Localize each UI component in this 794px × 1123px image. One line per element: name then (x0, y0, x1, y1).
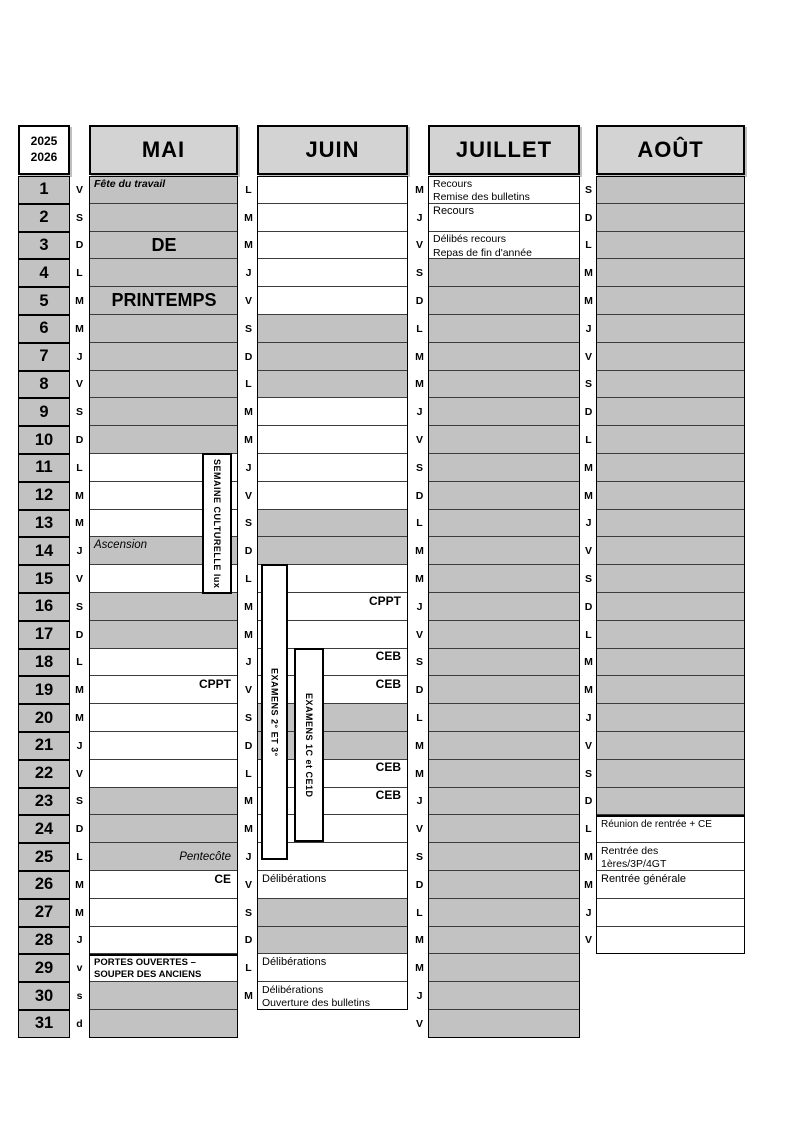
event-text: Ascension (94, 538, 148, 551)
day-cell (428, 815, 580, 843)
day-letter: V (415, 823, 423, 836)
day-letter: V (584, 350, 592, 363)
day-cell (257, 315, 408, 343)
day-letter: M (415, 545, 424, 558)
day-cell (89, 843, 238, 871)
day-letter: M (415, 350, 424, 363)
day-cell (596, 371, 745, 399)
day-letter: J (245, 656, 252, 669)
day-cell (89, 927, 238, 955)
day-number: 24 (18, 815, 70, 843)
day-number: 7 (18, 343, 70, 371)
day-cell (257, 204, 408, 232)
day-number: 28 (18, 927, 70, 955)
day-cell (89, 593, 238, 621)
day-cell (596, 815, 745, 843)
day-cell (428, 343, 580, 371)
day-letter: D (75, 823, 84, 836)
day-cell (428, 287, 580, 315)
day-cell (257, 232, 408, 260)
day-cell (428, 232, 580, 260)
day-letter: S (244, 322, 252, 335)
day-letter: V (75, 767, 83, 780)
day-letter: S (415, 656, 423, 669)
day-letter: V (415, 434, 423, 447)
day-letter: M (75, 906, 84, 919)
day-number: 6 (18, 315, 70, 343)
day-letter: d (76, 1017, 83, 1030)
day-letter: M (415, 962, 424, 975)
day-letter: D (584, 406, 593, 419)
day-cell (89, 204, 238, 232)
day-letter: M (244, 628, 253, 641)
day-number: 22 (18, 760, 70, 788)
day-letter: S (244, 712, 252, 725)
day-cell (257, 343, 408, 371)
day-letter: V (584, 934, 592, 947)
day-cell (428, 398, 580, 426)
day-letter: S (584, 573, 592, 586)
day-letter: M (75, 322, 84, 335)
day-number: 1 (18, 176, 70, 204)
overlay-label: SEMAINE CULTURELLE lux (212, 458, 222, 589)
day-letter: S (244, 906, 252, 919)
day-number: 14 (18, 537, 70, 565)
day-letter: D (584, 795, 593, 808)
event-text: Pentecôte (179, 850, 231, 863)
day-cell (89, 176, 238, 204)
year-box (18, 125, 70, 175)
day-letter: V (244, 489, 252, 502)
day-letter: L (76, 851, 83, 864)
day-letter: S (75, 600, 83, 613)
day-cell (428, 426, 580, 454)
event-text: Ouverture des bulletins (262, 997, 370, 1010)
day-letter: v (76, 962, 83, 975)
day-letter: S (75, 795, 83, 808)
day-cell (596, 788, 745, 816)
day-letter: V (75, 183, 83, 196)
day-cell (257, 454, 408, 482)
month-header-mai: MAI (89, 125, 238, 175)
day-letter: M (584, 684, 593, 697)
day-letter: L (585, 434, 592, 447)
day-letter: M (244, 600, 253, 613)
day-letter: S (244, 517, 252, 530)
event-text: Délibés recours (433, 233, 506, 246)
day-cell (596, 676, 745, 704)
day-cell (428, 649, 580, 677)
day-cell (89, 676, 238, 704)
day-cell (89, 871, 238, 899)
day-letter: J (416, 211, 423, 224)
day-cell (257, 537, 408, 565)
day-number: 13 (18, 510, 70, 538)
day-number: 23 (18, 788, 70, 816)
day-letter: L (416, 517, 423, 530)
day-cell (428, 371, 580, 399)
event-text: Rentrée des (601, 844, 659, 857)
overlay-label: EXAMENS 1C et CE1D (304, 692, 314, 798)
day-letter: M (415, 739, 424, 752)
event-text: PORTES OUVERTES – (94, 956, 196, 968)
event-text: Remise des bulletins (433, 191, 530, 204)
day-cell (89, 760, 238, 788)
day-cell (257, 259, 408, 287)
day-letter: L (245, 378, 252, 391)
event-text: CEB (375, 760, 401, 775)
day-cell (596, 565, 745, 593)
day-letter: L (416, 906, 423, 919)
day-cell (596, 621, 745, 649)
day-cell (89, 621, 238, 649)
day-letter: J (416, 600, 423, 613)
day-cell (428, 454, 580, 482)
day-letter: J (416, 795, 423, 808)
day-letter: L (76, 267, 83, 280)
day-letter: D (584, 211, 593, 224)
day-cell (596, 176, 745, 204)
event-text: Délibérations (262, 983, 324, 996)
day-letter: s (76, 990, 83, 1003)
day-letter: M (415, 573, 424, 586)
day-letter: M (584, 295, 593, 308)
day-cell (596, 593, 745, 621)
day-letter: D (415, 489, 424, 502)
day-cell (596, 510, 745, 538)
day-letter: M (584, 489, 593, 502)
day-letter: L (585, 823, 592, 836)
day-cell (428, 565, 580, 593)
day-cell (428, 593, 580, 621)
day-cell (596, 649, 745, 677)
day-number: 31 (18, 1010, 70, 1038)
day-cell (596, 871, 745, 899)
day-cell (596, 482, 745, 510)
event-text: Repas de fin d'année (433, 246, 532, 259)
day-cell (89, 259, 238, 287)
day-cell (257, 482, 408, 510)
event-text: CEB (375, 676, 401, 691)
day-cell (428, 537, 580, 565)
month-header-aout: AOÛT (596, 125, 745, 175)
day-letter: J (76, 934, 83, 947)
event-text: Délibérations (262, 955, 327, 968)
day-letter: J (245, 461, 252, 474)
day-cell (596, 899, 745, 927)
day-letter: D (75, 239, 84, 252)
day-cell (596, 760, 745, 788)
day-number: 25 (18, 843, 70, 871)
day-letter: J (245, 851, 252, 864)
day-letter: M (244, 434, 253, 447)
day-cell (257, 871, 408, 899)
day-cell (428, 899, 580, 927)
day-letter: L (76, 461, 83, 474)
day-cell (428, 482, 580, 510)
day-letter: D (415, 295, 424, 308)
day-cell (596, 287, 745, 315)
day-cell (428, 315, 580, 343)
day-cell (89, 232, 238, 260)
day-cell (89, 788, 238, 816)
day-letter: M (75, 712, 84, 725)
day-letter: J (585, 322, 592, 335)
day-letter: V (75, 378, 83, 391)
day-cell (89, 954, 238, 982)
day-number: 19 (18, 676, 70, 704)
day-letter: L (416, 322, 423, 335)
day-cell (89, 315, 238, 343)
overlay-label: EXAMENS 2° ET 3° (269, 667, 280, 757)
day-letter: S (584, 378, 592, 391)
day-letter: L (585, 239, 592, 252)
day-letter: V (584, 739, 592, 752)
day-cell (89, 899, 238, 927)
day-number: 30 (18, 982, 70, 1010)
day-cell (428, 927, 580, 955)
day-cell (257, 510, 408, 538)
event-text: Recours (433, 177, 473, 190)
day-cell (428, 732, 580, 760)
day-letter: V (244, 684, 252, 697)
day-number: 20 (18, 704, 70, 732)
day-cell (89, 982, 238, 1010)
day-letter: V (415, 239, 423, 252)
day-letter: D (75, 434, 84, 447)
day-cell (428, 982, 580, 1010)
day-letter: M (244, 406, 253, 419)
day-letter: L (245, 573, 252, 586)
day-letter: D (415, 684, 424, 697)
day-cell (428, 204, 580, 232)
day-letter: M (75, 489, 84, 502)
day-number: 4 (18, 259, 70, 287)
day-letter: J (76, 350, 83, 363)
day-letter: M (584, 267, 593, 280)
day-cell (596, 732, 745, 760)
day-letter: V (415, 628, 423, 641)
day-letter: J (416, 406, 423, 419)
day-cell (428, 760, 580, 788)
day-letter: J (585, 712, 592, 725)
day-letter: M (584, 656, 593, 669)
day-letter: J (76, 545, 83, 558)
day-cell (596, 343, 745, 371)
day-letter: V (244, 295, 252, 308)
event-text: CPPT (368, 593, 401, 608)
day-cell (596, 232, 745, 260)
day-cell (596, 426, 745, 454)
day-letter: J (416, 990, 423, 1003)
day-cell (596, 315, 745, 343)
event-text: Recours (433, 205, 474, 218)
day-cell (596, 843, 745, 871)
overlay-semaine-culturelle-lux (202, 453, 232, 594)
day-letter: M (584, 851, 593, 864)
day-number: 10 (18, 426, 70, 454)
day-letter: L (585, 628, 592, 641)
day-number: 27 (18, 899, 70, 927)
event-text: CEB (375, 788, 401, 803)
day-cell (596, 704, 745, 732)
day-cell (596, 537, 745, 565)
day-letter: D (244, 350, 253, 363)
day-letter: S (75, 406, 83, 419)
day-letter: D (244, 739, 253, 752)
day-letter: M (244, 990, 253, 1003)
day-number: 18 (18, 649, 70, 677)
day-cell (89, 815, 238, 843)
day-letter: J (245, 267, 252, 280)
day-letter: M (75, 878, 84, 891)
day-number: 16 (18, 593, 70, 621)
day-letter: M (244, 239, 253, 252)
day-cell (89, 426, 238, 454)
day-letter: D (584, 600, 593, 613)
event-text: Fête du travail (94, 177, 166, 190)
day-letter: V (415, 1017, 423, 1030)
day-cell (428, 871, 580, 899)
event-text: Délibérations (262, 872, 327, 885)
overlay-examens-1c-et-ce1d (294, 648, 324, 843)
day-cell (257, 398, 408, 426)
day-letter: M (415, 183, 424, 196)
day-cell (89, 732, 238, 760)
overlay-examens-2-et-3 (261, 564, 288, 860)
day-letter: V (75, 573, 83, 586)
event-text: 1ères/3P/4GT (601, 858, 667, 871)
day-cell (89, 287, 238, 315)
event-text: SOUPER DES ANCIENS (94, 969, 202, 981)
day-cell (257, 371, 408, 399)
year-line-2: 2026 (30, 150, 58, 164)
day-number: 17 (18, 621, 70, 649)
day-cell (428, 676, 580, 704)
day-number: 12 (18, 482, 70, 510)
day-cell (257, 982, 408, 1010)
day-letter: J (585, 517, 592, 530)
day-cell (428, 259, 580, 287)
day-number: 26 (18, 871, 70, 899)
event-text: PRINTEMPS (111, 290, 217, 311)
day-number: 9 (18, 398, 70, 426)
day-letter: J (76, 739, 83, 752)
month-header-juin: JUIN (257, 125, 408, 175)
day-cell (596, 398, 745, 426)
day-letter: S (584, 183, 592, 196)
day-letter: S (415, 851, 423, 864)
day-letter: M (415, 934, 424, 947)
day-letter: D (415, 878, 424, 891)
event-text: CEB (375, 649, 401, 664)
day-letter: J (585, 906, 592, 919)
day-cell (428, 788, 580, 816)
day-cell (257, 426, 408, 454)
day-letter: S (75, 211, 83, 224)
day-letter: M (584, 878, 593, 891)
day-letter: D (244, 545, 253, 558)
day-cell (428, 176, 580, 204)
day-number: 2 (18, 204, 70, 232)
day-letter: M (415, 767, 424, 780)
day-number: 5 (18, 287, 70, 315)
day-cell (428, 1010, 580, 1038)
day-cell (428, 510, 580, 538)
day-number: 11 (18, 454, 70, 482)
day-letter: M (244, 795, 253, 808)
year-line-1: 2025 (30, 134, 58, 149)
day-cell (89, 1010, 238, 1038)
day-cell (257, 927, 408, 955)
day-letter: M (75, 517, 84, 530)
day-letter: L (416, 712, 423, 725)
day-cell (89, 649, 238, 677)
day-letter: L (245, 767, 252, 780)
day-letter: M (415, 378, 424, 391)
day-letter: S (415, 461, 423, 474)
day-letter: L (245, 183, 252, 196)
day-cell (89, 398, 238, 426)
event-text: Rentrée générale (601, 872, 687, 885)
day-cell (428, 621, 580, 649)
day-letter: M (244, 823, 253, 836)
day-number: 21 (18, 732, 70, 760)
day-cell (89, 343, 238, 371)
day-cell (596, 454, 745, 482)
day-cell (428, 704, 580, 732)
day-number: 3 (18, 232, 70, 260)
day-cell (89, 371, 238, 399)
event-text: DE (151, 234, 177, 255)
day-letter: S (584, 767, 592, 780)
event-text: CE (214, 871, 231, 886)
day-letter: M (244, 211, 253, 224)
day-cell (596, 259, 745, 287)
day-cell (596, 927, 745, 955)
day-cell (428, 843, 580, 871)
day-letter: V (584, 545, 592, 558)
day-number: 15 (18, 565, 70, 593)
day-number: 8 (18, 371, 70, 399)
day-cell (257, 176, 408, 204)
day-letter: M (75, 295, 84, 308)
day-letter: L (76, 656, 83, 669)
day-letter: M (584, 461, 593, 474)
day-letter: D (244, 934, 253, 947)
day-letter: S (415, 267, 423, 280)
day-cell (257, 954, 408, 982)
day-letter: M (75, 684, 84, 697)
day-cell (257, 287, 408, 315)
day-cell (428, 954, 580, 982)
day-letter: L (245, 962, 252, 975)
day-letter: D (75, 628, 84, 641)
day-cell (89, 704, 238, 732)
event-text: CPPT (198, 676, 231, 691)
event-text: Réunion de rentrée + CE (601, 818, 712, 830)
day-number: 29 (18, 954, 70, 982)
day-cell (596, 204, 745, 232)
month-header-juillet: JUILLET (428, 125, 580, 175)
day-letter: V (244, 878, 252, 891)
day-cell (257, 899, 408, 927)
